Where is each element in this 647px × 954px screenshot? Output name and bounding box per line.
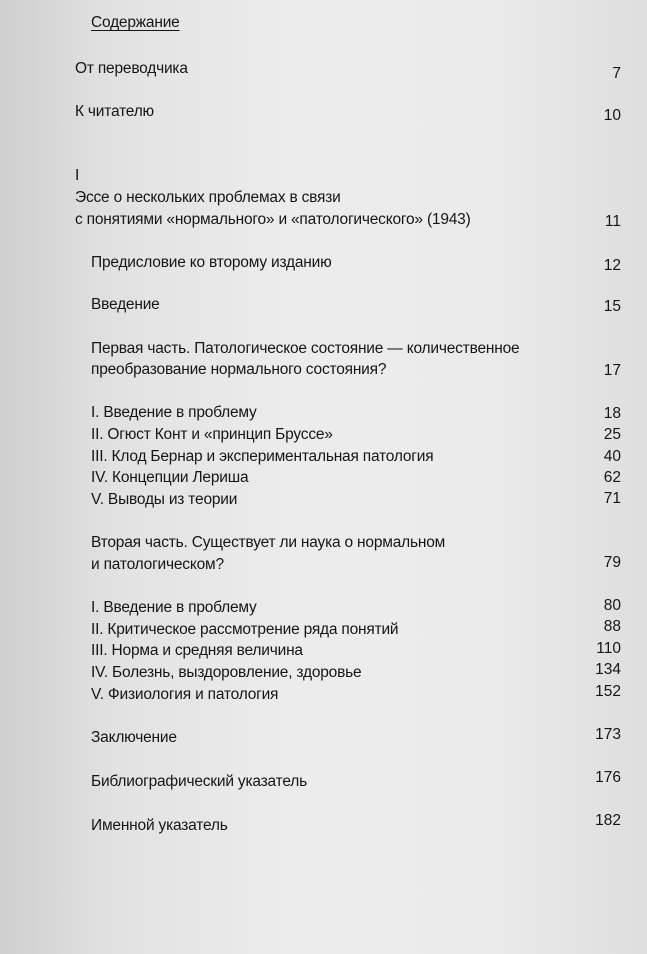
- toc-entry-title: III. Клод Бернар и экспериментальная патология: [91, 448, 434, 465]
- toc-entry-page: 62: [603, 469, 621, 486]
- toc-entry-title: V. Физиология и патология: [91, 686, 279, 703]
- toc-entry-title: II. Критическое рассмотрение ряда понятий: [91, 621, 399, 638]
- toc-entry-title: От переводчика: [75, 60, 188, 77]
- toc-entry-page: 15: [603, 298, 621, 315]
- toc-entry-title-line: преобразование нормального состояния?: [91, 361, 387, 378]
- toc-entry-title-line: Вторая часть. Существует ли наука о нормальном: [91, 534, 446, 551]
- toc-entry-title: Введение: [91, 296, 160, 313]
- toc-entry-title: III. Норма и средняя величина: [91, 642, 303, 659]
- toc-entry-title-line: Эссе о нескольких проблемах в связи: [75, 189, 341, 206]
- toc-entry-title-line: с понятиями «нормального» и «патологического» (1943): [75, 211, 471, 228]
- toc-entry-page: 176: [595, 769, 621, 786]
- toc-entry-page: 7: [612, 65, 621, 82]
- toc-entry-page: 71: [603, 490, 621, 507]
- toc-entry-page: 134: [595, 661, 621, 678]
- toc-entry-title: К читателю: [75, 103, 154, 120]
- toc-entry-title: IV. Болезнь, выздоровление, здоровье: [91, 664, 362, 681]
- toc-entry-page: 88: [603, 618, 621, 635]
- toc-entry-page: 110: [596, 640, 621, 657]
- toc-entry-title: Библиографический указатель: [91, 773, 307, 790]
- toc-entry-title-line: и патологическом?: [91, 556, 224, 573]
- toc-entry-page: 173: [595, 726, 621, 743]
- toc-entry-page: 152: [595, 683, 621, 700]
- toc-entry-page: 182: [595, 812, 621, 829]
- toc-entry-page: 10: [603, 107, 621, 124]
- toc-entry-title: I. Введение в проблему: [91, 404, 257, 421]
- toc-entry-title: Предисловие ко второму изданию: [91, 254, 332, 271]
- toc-entry-title: I. Введение в проблему: [91, 599, 257, 616]
- toc-entry-page: 17: [603, 362, 621, 379]
- toc-part-numeral: I: [75, 167, 80, 184]
- toc-entry-title: V. Выводы из теории: [91, 491, 238, 508]
- toc-entry-title-line: Первая часть. Патологическое состояние — количественное: [91, 340, 520, 357]
- toc-entry-page: 25: [603, 426, 621, 443]
- toc-entry-title: IV. Концепции Лериша: [91, 469, 249, 486]
- toc-entry-title: Именной указатель: [91, 817, 228, 834]
- toc-entry-page: 12: [603, 257, 621, 274]
- toc-entry-title: Заключение: [91, 729, 177, 746]
- toc-entry-page: 18: [603, 405, 621, 422]
- toc-entry-page: 40: [603, 448, 621, 465]
- toc-entry-page: 79: [603, 554, 621, 571]
- toc-entry-page: 11: [604, 213, 621, 230]
- toc-heading: Содержание: [91, 14, 180, 31]
- toc-entry-title: II. Огюст Конт и «принцип Бруссе»: [91, 426, 333, 443]
- toc-entry-page: 80: [603, 597, 621, 614]
